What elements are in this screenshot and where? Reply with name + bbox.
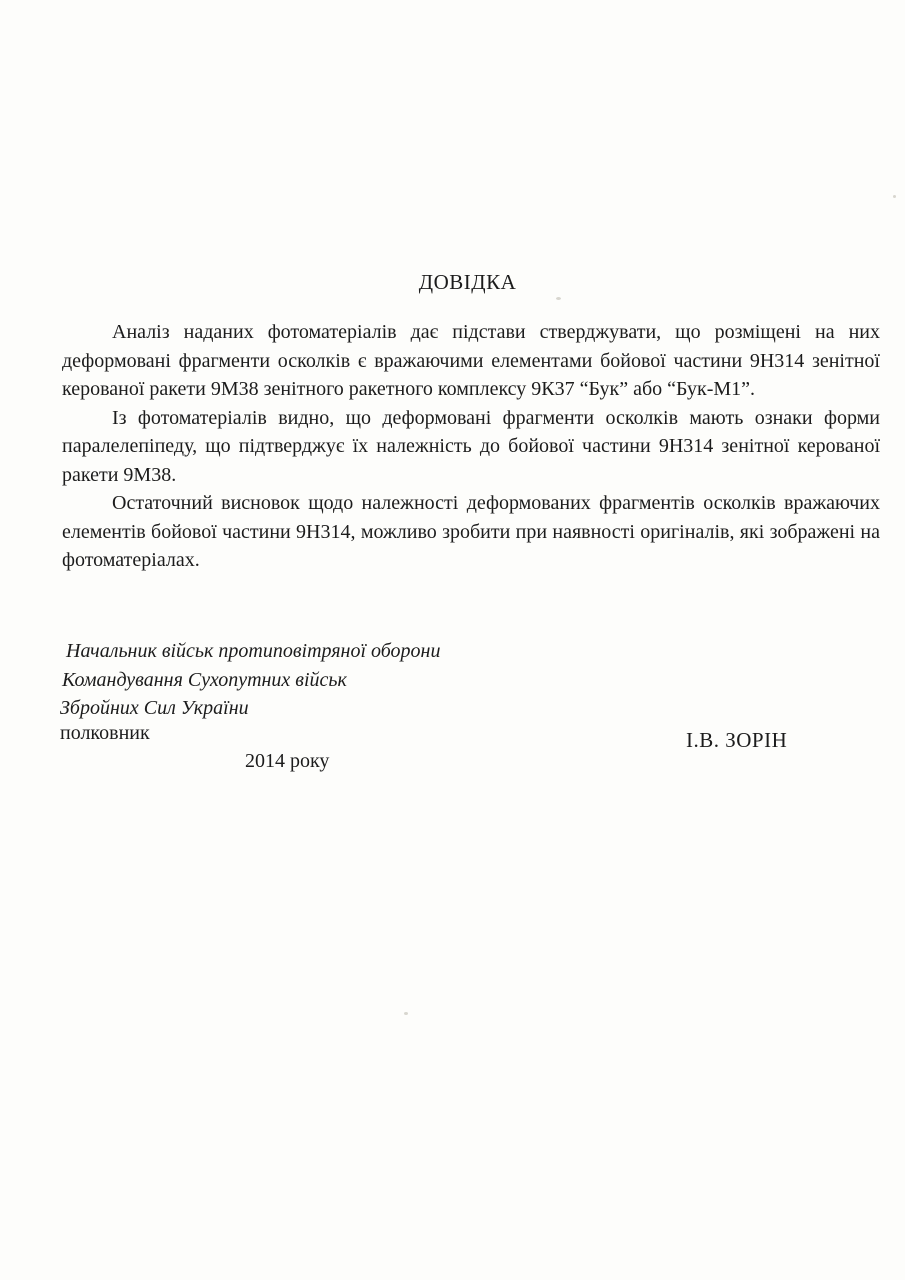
- paper-speck: [556, 297, 561, 300]
- signatory-position: [62, 637, 440, 723]
- document-date: 2014 року: [245, 750, 330, 772]
- paper-speck: [404, 1012, 408, 1015]
- signatory-name: І.В. ЗОРІН: [686, 728, 788, 752]
- position-line-2: Командування Сухопутних військ: [62, 668, 347, 691]
- position-line-1: Начальник військ протиповітряної оборони: [66, 640, 441, 662]
- document-title: ДОВІДКА: [418, 270, 517, 294]
- paragraph-3: Остаточний висновок щодо належності деформованих фрагментів осколків вражаючих елементів бойової частини 9Н314, можливо зробити при наявності оригіналів, які зображені на фотоматеріалах.: [62, 492, 880, 571]
- signatory-rank: полковник: [60, 722, 150, 744]
- paragraph-1: Аналіз наданих фотоматеріалів дає підстави стверджувати, що розміщені на них деформовані фрагменти осколків є вражаючими елементами бойової частини 9Н314 зенітної керованої ракети 9М38 зенітного ракетного комплексу 9К37 “Бук” або “Бук-М1”.: [62, 321, 880, 400]
- document-body: [62, 318, 880, 575]
- paper-speck: [893, 195, 896, 198]
- paragraph-2: Із фотоматеріалів видно, що деформовані фрагменти осколків мають ознаки форми паралелепіпеду, що підтверджує їх належність до бойової частини 9Н314 зенітної керованої ракети 9М38.: [62, 406, 880, 486]
- position-line-3: Збройних Сил України: [60, 697, 249, 719]
